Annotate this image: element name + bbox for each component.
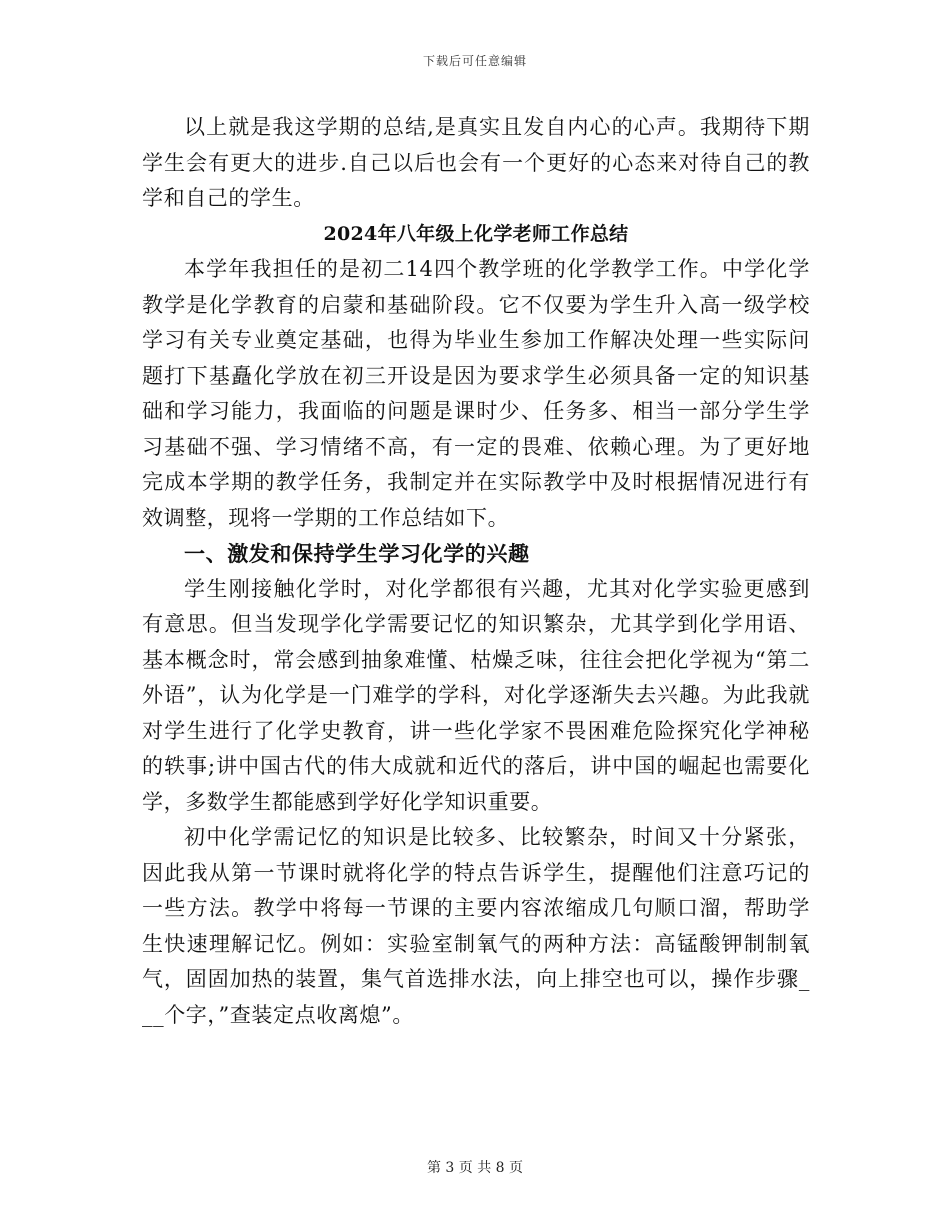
paragraph-interest: 学生刚接触化学时，对化学都很有兴趣，尤其对化学实验更感到有意思。但当发现学化学需要记忆的知识繁杂，尤其学到化学用语、基本概念时，常会感到抽象难懂、枯燥乏味，往往会把化学视为“第二外语”，认为化学是一门难学的学科，对化学逐渐失去兴趣。为此我就对学生进行了化学史教育，讲一些化学家不畏困难危险探究化学神秘的轶事;讲中国古代的伟大成就和近代的落后，讲中国的崛起也需要化学，多数学生都能感到学好化学知识重要。 bbox=[142, 576, 810, 814]
section-heading-interest: 一、激发和保持学生学习化学的兴趣 bbox=[184, 541, 530, 566]
intro-paragraph: 以上就是我这学期的总结,是真实且发自内心的心声。我期待下期学生会有更大的进步.自己以后也会有一个更好的心态来对待自己的教学和自己的学生。 bbox=[142, 115, 810, 210]
paragraph-overview: 本学年我担任的是初二14四个教学班的化学教学工作。中学化学教学是化学教育的启蒙和基础阶段。它不仅要为学生升入高一级学校学习有关专业奠定基础，也得为毕业生参加工作解决处理一些实际问题打下基矗化学放在初三开设是因为要求学生必须具备一定的知识基础和学习能力，我面临的问题是课时少、任务多、相当一部分学生学习基础不强、学习情绪不高，有一定的畏难、依赖心理。为了更好地完成本学期的教学任务，我制定并在实际教学中及时根据情况进行有效调整，现将一学期的工作总结如下。 bbox=[142, 257, 810, 530]
page-number: 第 3 页 共 8 页 bbox=[426, 1160, 524, 1176]
page-header: 下载后可任意编辑 bbox=[422, 54, 527, 68]
document-body bbox=[142, 110, 810, 1033]
paragraph-memory-methods: 初中化学需记忆的知识是比较多、比较繁杂，时间又十分紧张，因此我从第一节课时就将化学的特点告诉学生，提醒他们注意巧记的一些方法。教学中将每一节课的主要内容浓缩成几句顺口溜，帮助学生快速理解记忆。例如：实验室制氧气的两种方法：高锰酸钾制制氧气，固固加热的装置，集气首选排水法，向上排空也可以，操作步骤___个字，”查装定点收离熄”。 bbox=[142, 825, 810, 1027]
document-title: 2024年八年级上化学老师工作总结 bbox=[323, 222, 629, 245]
